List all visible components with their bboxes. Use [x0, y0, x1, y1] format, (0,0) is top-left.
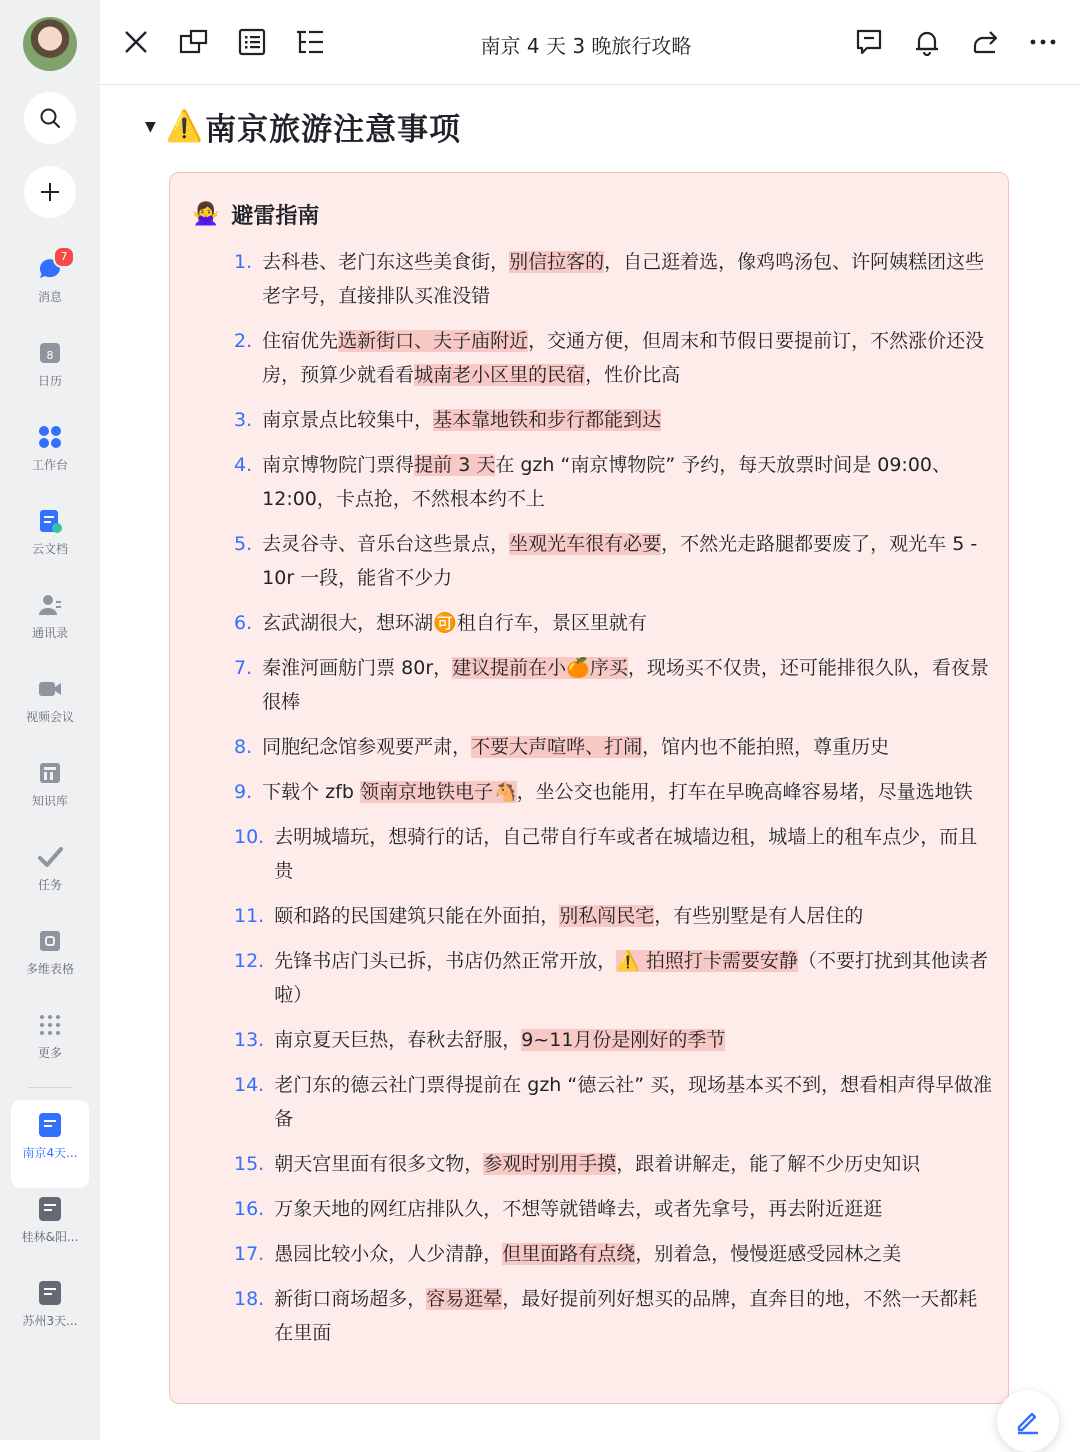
tip-item	[234, 527, 994, 595]
tip-text-segment: （不要打扰到其他读者啦）	[274, 950, 988, 1006]
sidebar-item-label: 消息	[37, 290, 62, 304]
tip-text	[274, 1237, 994, 1271]
tip-text-segment: 秦淮河画舫门票 80r，	[262, 657, 453, 679]
tip-text-segment: 去灵谷寺、音乐台这些景点，	[262, 533, 510, 555]
sidebar-item-label: 视频会议	[25, 710, 74, 724]
sidebar-item-label: 通讯录	[31, 626, 68, 640]
tip-text	[262, 775, 994, 809]
tree-list-icon	[295, 28, 325, 56]
tip-text	[274, 899, 994, 933]
sidebar-item-label: 云文档	[31, 542, 68, 556]
close-button[interactable]	[120, 26, 152, 58]
doc-tab-label: 南京4天...	[22, 1146, 78, 1160]
recent-doc-tab-suzhou[interactable]	[11, 1268, 89, 1356]
tip-text-segment: ，最好提前列好想买的品牌，直奔目的地，不然一天都耗在里面	[274, 1288, 978, 1344]
highlighted-text: 领南京地铁电子🐴	[359, 781, 517, 803]
more-horizontal-icon	[1029, 38, 1057, 46]
tip-text-segment: ，坐公交也能用，打车在早晚高峰容易堵，尽量选地铁	[516, 781, 973, 803]
tip-text-segment: 在 gzh “南京博物院” 予约，每天放票时间是 09:00、12:00，卡点抢，不然根本约不上	[262, 454, 952, 510]
tip-number: 4.	[234, 454, 253, 476]
highlighted-text: 坐观光车很有必要	[509, 533, 662, 555]
tip-item	[234, 1147, 994, 1181]
sidebar-item-contacts[interactable]	[0, 592, 100, 641]
tip-text	[262, 527, 994, 595]
document-toolbar	[100, 0, 1080, 85]
tip-text-segment: 南京夏天巨热，春秋去舒服，	[274, 1029, 522, 1051]
highlighted-text: 建议提前在小🍊序买	[452, 657, 628, 679]
tip-text-segment: 租自行车，景区里就有	[456, 612, 647, 634]
document-icon	[38, 1280, 62, 1306]
contacts-icon	[37, 592, 63, 618]
tip-text-segment: 同胞纪念馆参观要严肃，	[262, 736, 472, 758]
tip-number: 7.	[234, 657, 253, 679]
doc-tab-label: 苏州3天...	[22, 1314, 78, 1328]
highlighted-text: 提前 3 天	[414, 454, 496, 476]
tip-item	[234, 1023, 994, 1057]
sidebar-item-label: 更多	[37, 1046, 62, 1060]
tip-text	[262, 324, 994, 392]
tip-text-segment: 去科巷、老门东这些美食街，	[262, 251, 510, 273]
tip-number: 10.	[234, 826, 265, 848]
tip-number: 16.	[234, 1198, 265, 1220]
unread-badge: 7	[53, 246, 75, 268]
share-icon	[971, 28, 999, 56]
tip-number: 17.	[234, 1243, 265, 1265]
tip-number: 8.	[234, 736, 253, 758]
workbench-grid-icon	[37, 424, 63, 450]
document-icon	[38, 1196, 62, 1222]
sidebar-item-video-meeting[interactable]	[0, 676, 100, 725]
tip-number: 18.	[234, 1288, 265, 1310]
pencil-icon	[1014, 1407, 1042, 1435]
callout-header	[192, 199, 319, 230]
tip-text-segment: 朝天宫里面有很多文物，	[274, 1153, 484, 1175]
bell-icon	[913, 28, 941, 56]
tip-item	[234, 245, 994, 313]
sidebar-item-more[interactable]	[0, 1012, 100, 1061]
sidebar-divider	[28, 1087, 72, 1088]
recent-doc-tab-guilin[interactable]	[11, 1184, 89, 1272]
outline-button[interactable]	[236, 26, 268, 58]
tip-text	[274, 820, 994, 888]
tip-number: 3.	[234, 409, 253, 431]
highlighted-text: 容易逛晕	[426, 1288, 503, 1310]
tip-text-segment: ，自己逛着选，像鸡鸣汤包、许阿姨糕团这些老字号，直接排队买准没错	[262, 251, 985, 307]
document-icon	[38, 1112, 62, 1138]
tip-item	[234, 403, 994, 437]
comment-icon	[855, 28, 883, 56]
sidebar-item-label: 知识库	[31, 794, 68, 808]
highlighted-text: 选新街口、夫子庙附近	[338, 330, 529, 352]
create-button[interactable]	[24, 166, 76, 218]
calendar-icon	[37, 340, 63, 366]
highlighted-text: 不要大声喧哗、打闹	[471, 736, 643, 758]
avatar[interactable]	[23, 17, 77, 71]
sidebar-item-workbench[interactable]	[0, 424, 100, 473]
comments-button[interactable]	[853, 26, 885, 58]
tip-item	[234, 1237, 994, 1271]
tip-item	[234, 651, 994, 719]
sidebar-item-label: 多维表格	[25, 962, 74, 976]
highlighted-text: 别信拉客的	[509, 251, 605, 273]
tip-text	[262, 448, 994, 516]
tip-item	[234, 606, 994, 640]
tip-text-segment: ，别着急，慢慢逛感受园林之美	[635, 1243, 902, 1265]
tip-number: 13.	[234, 1029, 265, 1051]
sidebar-item-tasks[interactable]	[0, 844, 100, 893]
recent-doc-tab-nanjing[interactable]	[11, 1100, 89, 1188]
tip-number: 6.	[234, 612, 253, 634]
callout-block	[169, 172, 1009, 1404]
section-title: 南京旅游注意事项	[205, 112, 462, 148]
plus-icon	[38, 180, 62, 204]
highlighted-text: 城南老小区里的民宿	[414, 364, 586, 386]
tip-text	[262, 403, 994, 437]
tip-number: 15.	[234, 1153, 265, 1175]
tip-item	[234, 324, 994, 392]
cloud-doc-icon	[37, 508, 63, 534]
tip-text	[274, 1192, 994, 1226]
tip-text-segment: 老门东的德云社门票得提前在 gzh “德云社” 买，现场基本买不到，想看相声得早做准备	[274, 1074, 993, 1130]
tip-text-segment: ，交通方便，但周末和节假日要提前订，不然涨价还没房，预算少就看看	[262, 330, 985, 386]
highlighted-text: 参观时别用手摸	[483, 1153, 617, 1175]
callout-title: 避雷指南	[231, 204, 320, 229]
tip-item	[234, 448, 994, 516]
tip-text-segment: 愚园比较小众，人少清静，	[274, 1243, 503, 1265]
tip-text-segment: 住宿优先	[262, 330, 339, 352]
person-gesturing-no-icon: 🙅‍♀️	[192, 202, 220, 227]
tip-text	[274, 1282, 994, 1350]
search-icon	[38, 106, 62, 130]
highlighted-text: 9~11月份是刚好的季节	[521, 1029, 726, 1051]
share-button[interactable]	[969, 26, 1001, 58]
task-check-icon	[37, 844, 63, 870]
section-heading	[145, 104, 461, 149]
tip-text	[274, 1068, 994, 1136]
tip-item	[234, 820, 994, 888]
inline-emoji: 🉑	[433, 612, 457, 634]
highlighted-text: 基本靠地铁和步行都能到达	[433, 409, 662, 431]
sidebar-item-calendar[interactable]	[0, 340, 100, 389]
tip-item	[234, 730, 994, 764]
sidebar-item-base[interactable]	[0, 928, 100, 977]
sidebar-item-label: 工作台	[31, 458, 68, 472]
open-new-window-icon	[179, 28, 209, 56]
tips-list	[234, 245, 994, 1361]
list-outline-icon	[238, 28, 266, 56]
tip-text	[274, 1023, 994, 1057]
video-camera-icon	[37, 676, 63, 702]
tip-text-segment: ，性价比高	[585, 364, 681, 386]
tip-number: 11.	[234, 905, 265, 927]
tip-item	[234, 775, 994, 809]
sidebar-item-messages[interactable]	[0, 250, 100, 305]
tip-text	[262, 606, 994, 640]
more-grid-icon	[37, 1012, 63, 1038]
sidebar-item-cloud-docs[interactable]	[0, 508, 100, 557]
knowledge-base-icon	[37, 760, 63, 786]
tip-text-segment: 颐和路的民国建筑只能在外面拍，	[274, 905, 560, 927]
warning-icon: ⚠️	[165, 109, 204, 144]
tip-item	[234, 944, 994, 1012]
highlighted-text: ⚠️ 拍照打卡需要安静	[616, 950, 798, 972]
table-of-contents-button[interactable]	[294, 26, 326, 58]
tip-text	[262, 730, 994, 764]
tip-text-segment: 新街口商场超多，	[274, 1288, 427, 1310]
tip-number: 1.	[234, 251, 253, 273]
tip-text-segment: 万象天地的网红店排队久，不想等就错峰去，或者先拿号，再去附近逛逛	[274, 1198, 883, 1220]
sidebar-item-label: 任务	[37, 878, 62, 892]
tip-text-segment: 南京博物院门票得	[262, 454, 415, 476]
search-button[interactable]	[24, 92, 76, 144]
highlighted-text: 别私闯民宅	[559, 905, 655, 927]
tip-item	[234, 899, 994, 933]
highlighted-text: 但里面路有点绕	[502, 1243, 636, 1265]
tip-text	[262, 245, 994, 313]
more-options-button[interactable]	[1027, 26, 1059, 58]
tip-number: 14.	[234, 1074, 265, 1096]
sidebar-item-label: 日历	[37, 374, 62, 388]
tip-text	[262, 651, 994, 719]
close-icon	[123, 29, 149, 55]
tip-text-segment: 下载个 zfb	[262, 781, 360, 803]
doc-tab-label: 桂林&阳...	[21, 1230, 79, 1244]
tip-text	[274, 944, 994, 1012]
tip-text-segment: ，现场买不仅贵，还可能排很久队，看夜景很棒	[262, 657, 989, 713]
edit-button[interactable]	[997, 1390, 1059, 1452]
tip-item	[234, 1192, 994, 1226]
tip-number: 12.	[234, 950, 265, 972]
sidebar	[0, 0, 100, 1440]
base-table-icon	[37, 928, 63, 954]
tip-text-segment: ，有些别墅是有人居住的	[654, 905, 864, 927]
tip-text-segment: ，馆内也不能拍照，尊重历史	[642, 736, 890, 758]
tip-number: 9.	[234, 781, 253, 803]
tip-text	[274, 1147, 994, 1181]
collapse-toggle-icon[interactable]: ▼	[145, 118, 156, 135]
sidebar-item-knowledge-base[interactable]	[0, 760, 100, 809]
tip-text-segment: ，跟着讲解走，能了解不少历史知识	[616, 1153, 921, 1175]
tip-number: 5.	[234, 533, 253, 555]
tip-text-segment: 南京景点比较集中，	[262, 409, 434, 431]
tip-text-segment: ，不然光走路腿都要废了，观光车 5 - 10r 一段，能省不少力	[262, 533, 978, 589]
new-window-button[interactable]	[178, 26, 210, 58]
tip-item	[234, 1068, 994, 1136]
tip-text-segment: 去明城墙玩，想骑行的话，自己带自行车或者在城墙边租，城墙上的租车点少，而且贵	[274, 826, 978, 882]
tip-item	[234, 1282, 994, 1350]
notifications-button[interactable]	[911, 26, 943, 58]
tip-number: 2.	[234, 330, 253, 352]
tip-text-segment: 先锋书店门头已拆，书店仍然正常开放，	[274, 950, 617, 972]
svg-text:8: 8	[46, 349, 54, 362]
document-title: 南京 4 天 3 晚旅行攻略	[480, 34, 692, 58]
tip-text-segment: 玄武湖很大，想环湖	[262, 612, 434, 634]
